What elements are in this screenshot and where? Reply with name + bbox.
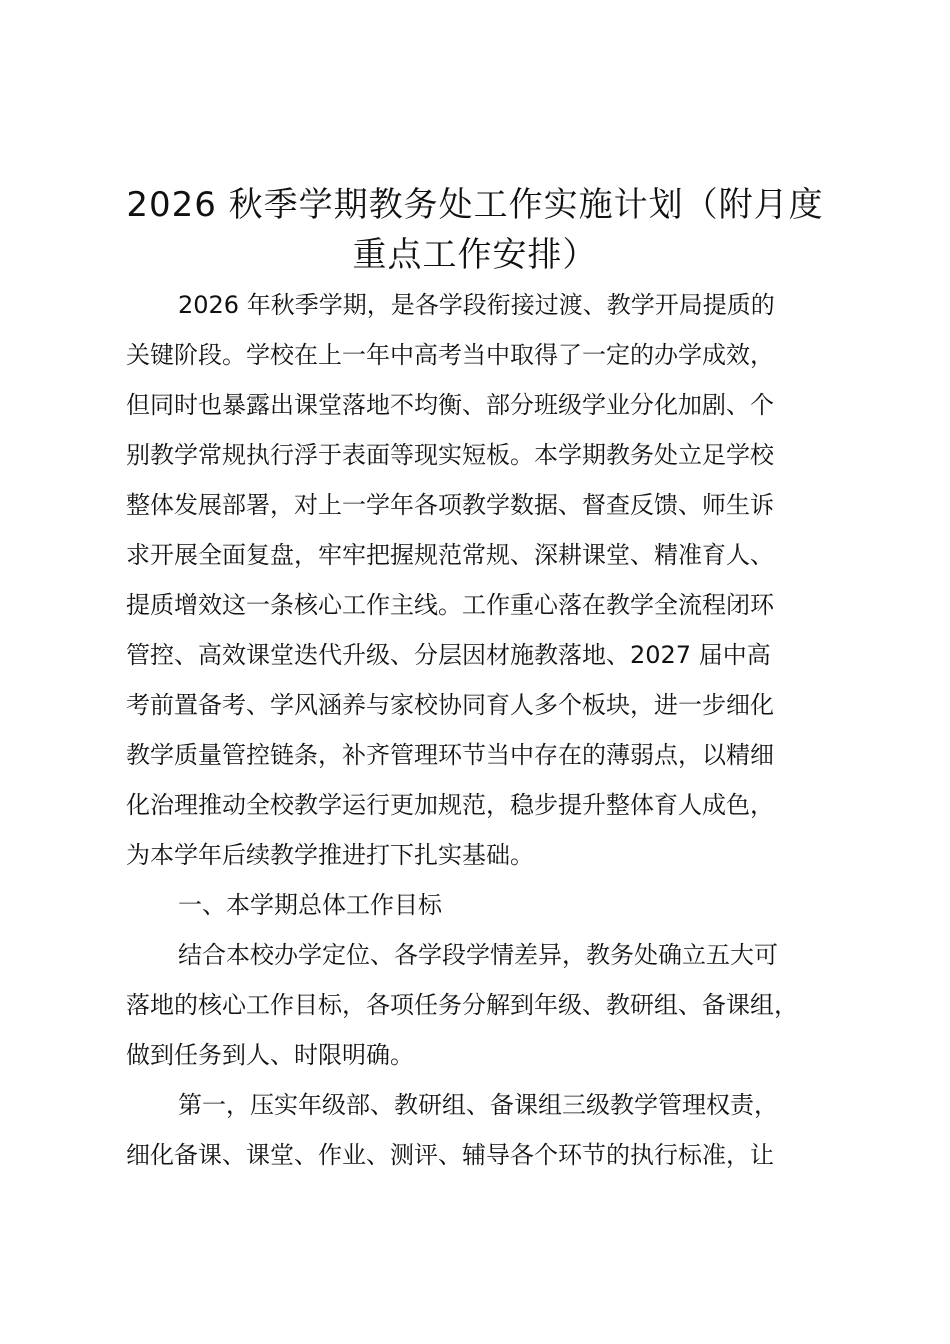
title-line-1: 2026 秋季学期教务处工作实施计划（附月度 [126,185,824,225]
text-line: 关键阶段。学校在上一年中高考当中取得了一定的办学成效， [126,341,774,369]
text-line: 第一，压实年级部、教研组、备课组三级教学管理权责， [178,1091,778,1119]
text-line: 教学质量管控链条，补齐管理环节当中存在的薄弱点，以精细 [126,741,774,769]
text-line: 落地的核心工作目标，各项任务分解到年级、教研组、备课组， [126,991,798,1019]
text-line: 结合本校办学定位、各学段学情差异，教务处确立五大可 [178,941,778,969]
document-body [126,280,846,1180]
intro-paragraph-continuation [126,330,846,880]
point1-paragraph [126,1080,846,1130]
text-line: 为本学年后续教学推进打下扎实基础。 [126,841,534,869]
text-line: 提质增效这一条核心工作主线。工作重心落在教学全流程闭环 [126,591,774,619]
text-line: 细化备课、课堂、作业、测评、辅导各个环节的执行标准，让 [126,1141,774,1169]
text-line: 求开展全面复盘，牢牢把握规范常规、深耕课堂、精准育人、 [126,541,774,569]
section1-paragraph [126,930,846,980]
text-line: 别教学常规执行浮于表面等现实短板。本学期教务处立足学校 [126,441,774,469]
section1-paragraph-continuation [126,980,846,1080]
text-line: 管控、高效课堂迭代升级、分层因材施教落地、2027 届中高 [126,641,771,669]
text-line: 考前置备考、学风涵养与家校协同育人多个板块，进一步细化 [126,691,774,719]
text-line: 做到任务到人、时限明确。 [126,1041,414,1069]
text-line: 但同时也暴露出课堂落地不均衡、部分班级学业分化加剧、个 [126,391,774,419]
text-line: 整体发展部署，对上一学年各项教学数据、督查反馈、师生诉 [126,491,774,519]
point1-paragraph-continuation [126,1130,846,1180]
document-title [100,180,850,280]
text-line: 化治理推动全校教学运行更加规范，稳步提升整体育人成色， [126,791,774,819]
text-line: 2026 年秋季学期，是各学段衔接过渡、教学开局提质的 [178,291,775,319]
title-line-2: 重点工作安排） [352,235,598,275]
section-heading: 一、本学期总体工作目标 [178,891,442,919]
intro-paragraph [126,280,846,330]
